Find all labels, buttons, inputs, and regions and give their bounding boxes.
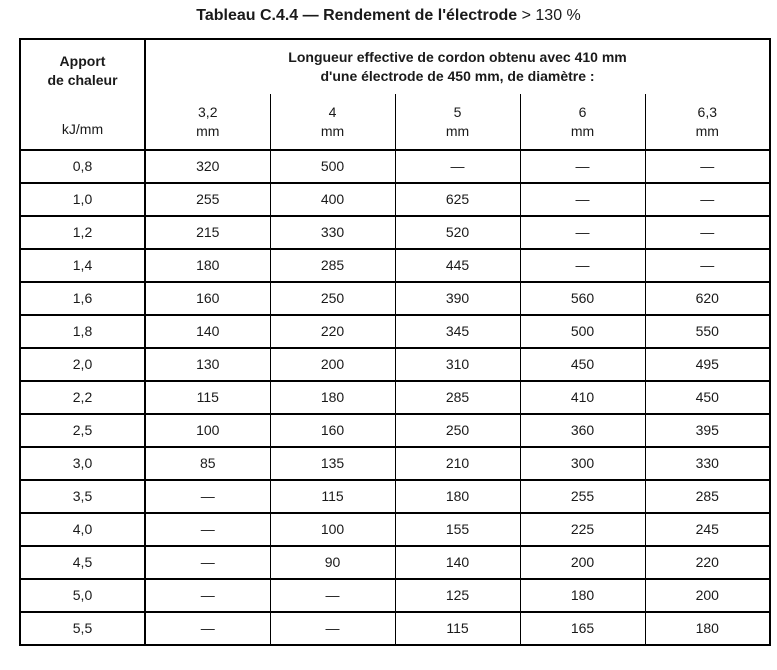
- bead-length-cell: 360: [520, 414, 645, 447]
- electrode-yield-table: [19, 38, 771, 646]
- heat-input-header: [20, 39, 145, 150]
- table-row: [20, 480, 770, 513]
- diameter-header: [145, 94, 270, 150]
- bead-length-cell: 225: [520, 513, 645, 546]
- bead-length-cell: 300: [520, 447, 645, 480]
- bead-length-cell: —: [145, 513, 270, 546]
- bead-length-cell: 180: [270, 381, 395, 414]
- bead-length-cell: 495: [645, 348, 770, 381]
- bead-length-cell: 200: [645, 579, 770, 612]
- heat-input-cell: 2,2: [20, 381, 145, 414]
- bead-length-cell: 250: [395, 414, 520, 447]
- heat-input-cell: 1,0: [20, 183, 145, 216]
- bead-length-cell: —: [520, 249, 645, 282]
- heat-input-cell: 1,2: [20, 216, 145, 249]
- diameter-unit: mm: [320, 122, 345, 139]
- table-row: [20, 348, 770, 381]
- bead-length-cell: 215: [145, 216, 270, 249]
- diameter-value: 3,2: [198, 103, 218, 120]
- heat-input-cell: 5,5: [20, 612, 145, 645]
- heat-input-cell: 3,5: [20, 480, 145, 513]
- bead-length-cell: 520: [395, 216, 520, 249]
- heat-input-unit: kJ/mm: [61, 121, 104, 137]
- table-title: [0, 4, 777, 28]
- diameter-header: [395, 94, 520, 150]
- bead-length-cell: —: [145, 579, 270, 612]
- heat-input-label-line1: Apport: [59, 53, 106, 69]
- bead-length-cell: 390: [395, 282, 520, 315]
- heat-input-cell: 4,5: [20, 546, 145, 579]
- heat-input-cell: 0,8: [20, 150, 145, 183]
- bead-length-cell: —: [395, 150, 520, 183]
- bead-length-cell: 450: [520, 348, 645, 381]
- bead-length-cell: —: [270, 612, 395, 645]
- bead-length-cell: —: [520, 150, 645, 183]
- bead-length-cell: 100: [270, 513, 395, 546]
- bead-length-cell: 285: [645, 480, 770, 513]
- bead-length-cell: 85: [145, 447, 270, 480]
- bead-length-cell: 200: [520, 546, 645, 579]
- heat-input-cell: 2,5: [20, 414, 145, 447]
- bead-length-cell: 445: [395, 249, 520, 282]
- diameter-unit: mm: [570, 122, 595, 139]
- bead-length-cell: 250: [270, 282, 395, 315]
- bead-length-cell: —: [645, 183, 770, 216]
- bead-length-cell: 220: [270, 315, 395, 348]
- bead-length-cell: 395: [645, 414, 770, 447]
- bead-length-cell: 345: [395, 315, 520, 348]
- table-row: [20, 546, 770, 579]
- bead-length-cell: 500: [520, 315, 645, 348]
- bead-length-cell: 560: [520, 282, 645, 315]
- heat-input-cell: 1,4: [20, 249, 145, 282]
- bead-length-cell: —: [270, 579, 395, 612]
- bead-length-cell: 115: [270, 480, 395, 513]
- bead-length-cell: —: [520, 183, 645, 216]
- heat-input-cell: 1,6: [20, 282, 145, 315]
- table-row: [20, 612, 770, 645]
- bead-length-cell: 115: [395, 612, 520, 645]
- table-row: [20, 414, 770, 447]
- table-title-suffix: > 130 %: [521, 7, 581, 24]
- bead-length-cell: —: [520, 216, 645, 249]
- bead-length-cell: 135: [270, 447, 395, 480]
- diameter-value: 4: [328, 103, 337, 120]
- bead-length-cell: 500: [270, 150, 395, 183]
- bead-length-cell: 210: [395, 447, 520, 480]
- bead-length-cell: 140: [145, 315, 270, 348]
- bead-length-cell: 90: [270, 546, 395, 579]
- bead-length-cell: 165: [520, 612, 645, 645]
- bead-length-cell: —: [645, 249, 770, 282]
- bead-length-header-line2: d'une électrode de 450 mm, de diamètre :: [320, 68, 595, 84]
- bead-length-cell: 320: [145, 150, 270, 183]
- bead-length-cell: 625: [395, 183, 520, 216]
- heat-input-cell: 4,0: [20, 513, 145, 546]
- bead-length-cell: 285: [395, 381, 520, 414]
- bead-length-cell: 450: [645, 381, 770, 414]
- bead-length-cell: 160: [145, 282, 270, 315]
- bead-length-header-line1: Longueur effective de cordon obtenu avec 410 mm: [288, 49, 627, 65]
- bead-length-cell: —: [145, 612, 270, 645]
- table-row: [20, 282, 770, 315]
- bead-length-header: [145, 39, 770, 94]
- diameter-header: [645, 94, 770, 150]
- bead-length-cell: 180: [645, 612, 770, 645]
- bead-length-cell: 220: [645, 546, 770, 579]
- bead-length-cell: 400: [270, 183, 395, 216]
- bead-length-cell: 245: [645, 513, 770, 546]
- bead-length-cell: 255: [520, 480, 645, 513]
- diameter-unit: mm: [695, 122, 719, 139]
- bead-length-cell: 140: [395, 546, 520, 579]
- bead-length-cell: 550: [645, 315, 770, 348]
- diameter-unit: mm: [196, 122, 220, 139]
- bead-length-cell: 130: [145, 348, 270, 381]
- bead-length-cell: 620: [645, 282, 770, 315]
- heat-input-cell: 5,0: [20, 579, 145, 612]
- bead-length-cell: 285: [270, 249, 395, 282]
- bead-length-cell: 330: [270, 216, 395, 249]
- bead-length-cell: 255: [145, 183, 270, 216]
- diameter-value: 6: [578, 103, 587, 120]
- diameter-header: [270, 94, 395, 150]
- table-title-main: Tableau C.4.4 — Rendement de l'électrode: [196, 7, 522, 24]
- diameter-unit: mm: [445, 122, 470, 139]
- bead-length-cell: 330: [645, 447, 770, 480]
- bead-length-cell: 200: [270, 348, 395, 381]
- heat-input-cell: 3,0: [20, 447, 145, 480]
- table-row: [20, 315, 770, 348]
- heat-input-cell: 1,8: [20, 315, 145, 348]
- diameter-value: 5: [453, 103, 462, 120]
- table-row: [20, 447, 770, 480]
- bead-length-cell: 100: [145, 414, 270, 447]
- bead-length-cell: 180: [520, 579, 645, 612]
- table-row: [20, 249, 770, 282]
- bead-length-cell: 180: [395, 480, 520, 513]
- bead-length-cell: 155: [395, 513, 520, 546]
- bead-length-cell: —: [645, 150, 770, 183]
- bead-length-cell: —: [145, 546, 270, 579]
- bead-length-cell: 180: [145, 249, 270, 282]
- bead-length-cell: 160: [270, 414, 395, 447]
- bead-length-cell: 410: [520, 381, 645, 414]
- table-row: [20, 513, 770, 546]
- table-row: [20, 150, 770, 183]
- bead-length-cell: —: [145, 480, 270, 513]
- diameter-header: [520, 94, 645, 150]
- bead-length-cell: 310: [395, 348, 520, 381]
- table-row: [20, 183, 770, 216]
- table-row: [20, 381, 770, 414]
- bead-length-cell: 125: [395, 579, 520, 612]
- table-row: [20, 216, 770, 249]
- bead-length-cell: —: [645, 216, 770, 249]
- heat-input-label-line2: de chaleur: [47, 72, 118, 88]
- bead-length-cell: 115: [145, 381, 270, 414]
- heat-input-cell: 2,0: [20, 348, 145, 381]
- diameter-value: 6,3: [697, 103, 717, 120]
- table-row: [20, 579, 770, 612]
